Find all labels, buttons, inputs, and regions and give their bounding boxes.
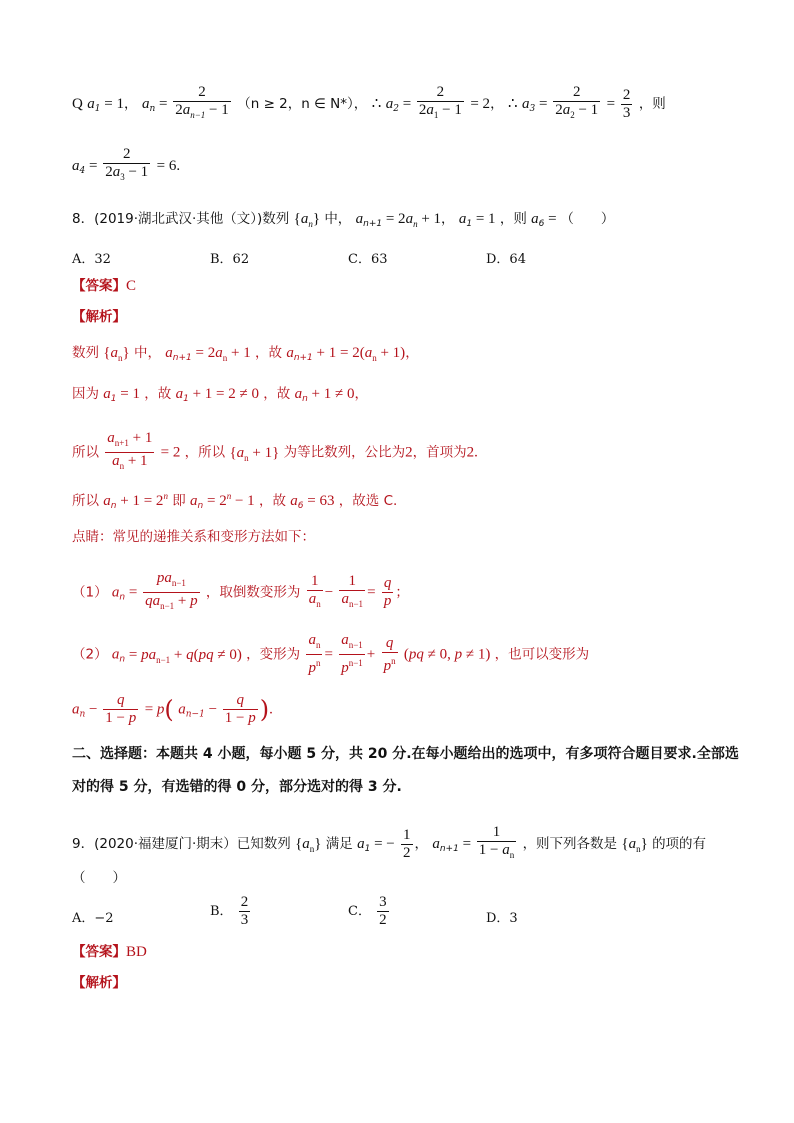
option-b: B．62 <box>210 252 250 267</box>
given-symbol: Q <box>72 96 83 112</box>
tip-method-1: （1） $a_n$ = $\frac{pa_{n-1}}{qa_{n-1} + p}$ ，取倒数变形为 $\frac{1}{a_n}$ − $\frac{1}{a_{n-1}}$ = $\frac{q}{p}$ ； <box>72 570 409 611</box>
analysis-step-1: 数列 $\{a_n\}$ 中， $a_{n+1} = 2a_n + 1$ ，故 $a_{n+1} + 1 = 2(a_n + 1)$， <box>72 345 419 363</box>
question-9-blank: （ ） <box>72 870 126 886</box>
analysis-step-3: 所以 $\frac{a_{n+1} + 1}{a_n + 1}$ = 2 ，所以 $\{a_n + 1\}$ 为等比数列，公比为2，首项为2. <box>72 430 478 471</box>
option-c: C．63 <box>348 252 388 267</box>
option-b: B． $\frac{2}{3}$ <box>210 894 249 928</box>
option-a: A．32 <box>72 252 111 267</box>
question-9-stem: 9．(2020·福建厦门·期末）已知数列 $\{a_n\}$ 满足 $a_1$ = − $\frac{1}{2}$ ， $a_{n+1}$ = $\frac{1}{1 - a_n}$ ，则下列各数是 $\{a_n\}$ 的项的有 <box>72 824 707 861</box>
tip-method-2-alt: $a_n$ − $\frac{q}{1 - p}$ = p( $a_{n-1}$ − $\frac{q}{1 - p}$ ). <box>72 692 273 726</box>
prev-solution-line-1: Q $a_1 = 1$， $a_n$ = $\frac{2}{2a_{n-1} - 1}$ （n ≥ 2，n ∈ N*）， ∴ $a_2$ = $\frac{2}{2a_1 - 1}$ = 2， ∴ $a_3$ = $\frac{2}{2a_2 - 1}$ = $\frac{2}{3}$ ，则 <box>72 84 666 124</box>
answer-value: BD <box>126 944 147 960</box>
option-a: A．−2 <box>72 911 114 926</box>
section-2-heading-line-1: 二、选择题：本题共 4 小题，每小题 5 分，共 20 分.在每小题给出的选项中，有多项符合题目要求.全部选 <box>72 746 739 762</box>
answer-line-9 <box>72 945 147 960</box>
analysis-line-9 <box>72 976 126 991</box>
analysis-step-2: 因为 $a_1 = 1$ ，故 $a_1 + 1 = 2 \ne 0$ ，故 $a_n + 1 \ne 0$， <box>72 386 368 404</box>
option-d: D．64 <box>486 252 526 267</box>
analysis-tag: 【解析】 <box>72 309 126 325</box>
tip-heading: 点睛：常见的递推关系和变形方法如下： <box>72 529 315 545</box>
option-c: C． $\frac{3}{2}$ <box>348 894 387 928</box>
prev-solution-line-2: $a_4$ = $\frac{2}{2a_3 - 1}$ = 6. <box>72 146 181 182</box>
question-8-stem: 8．(2019·湖北武汉·其他（文）)数列 $\{a_n\}$ 中， $a_{n+1} = 2a_n + 1$， $a_1 = 1$ ，则 $a_6$ = （ ） <box>72 211 615 229</box>
answer-tag: 【答案】 <box>72 278 126 294</box>
then-text: ，则 <box>638 96 666 112</box>
fraction: $\frac{2}{2a_{n-1} - 1}$ <box>175 84 229 120</box>
answer-line <box>72 279 136 294</box>
option-d: D．3 <box>486 911 518 926</box>
condition-text: （n ≥ 2，n ∈ N*）， <box>237 96 368 112</box>
analysis-line <box>72 310 126 325</box>
answer-blank: （ ） <box>560 211 615 227</box>
analysis-step-4: 所以 $a_n + 1 = 2^n$ 即 $a_n = 2^n - 1$ ，故 $a_6 = 63$ ，故选 C. <box>72 491 398 511</box>
analysis-tag: 【解析】 <box>72 975 126 991</box>
section-2-heading-line-2: 对的得 5 分，有选错的得 0 分，部分选对的得 3 分. <box>72 779 402 795</box>
tip-method-2: （2） $a_n = pa_{n-1} + q(pq \ne 0)$ ，变形为 $\frac{a_n}{p^n}$ = $\frac{a_{n-1}}{p^{n-1}}$ + $\frac{q}{p^n}$ (pq ≠ 0, p ≠ 1) ，也可以变形为 <box>72 632 590 676</box>
answer-tag: 【答案】 <box>72 944 126 960</box>
answer-value: C <box>126 278 137 294</box>
